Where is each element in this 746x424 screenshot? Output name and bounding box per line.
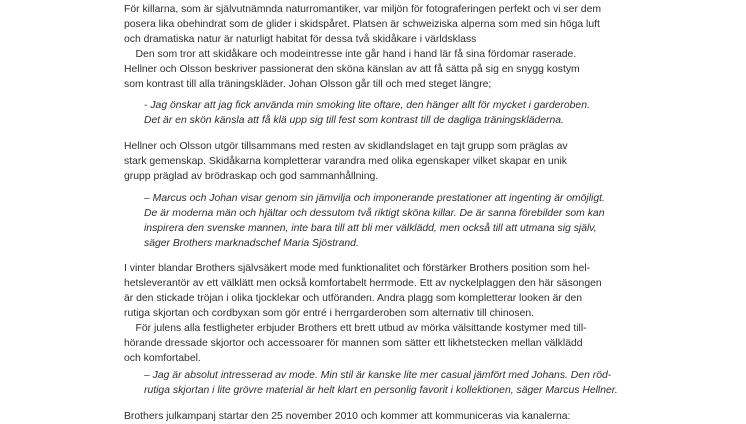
quote-line: inspirera den svenske mannen, inte bara till att bli mer välklädd, men också till att utmana sig själv, xyxy=(144,223,597,234)
text-line: posera lika obehindrat som de glider i skidspåret. Platsen är schweiziska alperna som med sin höga luft xyxy=(124,19,600,30)
text-line: och dramatiska natur är naturligt habitat för dessa två skidåkare i världsklass xyxy=(124,34,477,45)
text-line: grupp präglad av brödraskap och god sammanhållning. xyxy=(124,171,379,182)
text-line: Brothers julkampanj startar den 25 november 2010 och kommer att kommuniceras via kanalerna: xyxy=(124,411,571,422)
text-line: För julens alla festligheter erbjuder Brothers ett brett utbud av mörka välsittande kostymer med till- xyxy=(124,323,587,334)
quote-marcus-hellner xyxy=(144,368,644,398)
quote-line: - Jag önskar att jag fick använda min smoking lite oftare, den hänger allt för mycket i garderoben. xyxy=(144,100,590,111)
text-line: rutiga skjortan och cordbyxan som gör entré i herrgarderoben som alternativ till chinosen. xyxy=(124,308,535,319)
quote-line: – Jag är absolut intresserad av mode. Min stil är kanske lite mer casual jämfört med Johans. Den röd- xyxy=(144,370,612,381)
text-line: Den som tror att skidåkare och modeintresse inte går hand i hand lär få sina fördomar raserade. xyxy=(124,49,577,60)
quote-line: säger Brothers marknadschef Maria Sjöstrand. xyxy=(144,238,359,249)
quote-line: – Marcus och Johan visar genom sin jämvilja och imponerande prestationer att ingenting är omöjligt. xyxy=(144,193,605,204)
text-line: stark gemenskap. Skidåkarna kompletterar varandra med olika egenskaper vilket skapar en unik xyxy=(124,156,567,167)
text-line: som kontrast till alla träningskläder. Johan Olsson går till och med steget längre; xyxy=(124,79,492,90)
text-line: och komfortabel. xyxy=(124,353,201,364)
text-line: hetsleverantör av ett välklätt men också komfortabelt herrmode. Ett av nyckelplaggen den här säsongen xyxy=(124,278,602,289)
text-line: är den stickade tröjan i olika tjocklekar och utföranden. Andra plagg som kompletterar looken är den xyxy=(124,293,583,304)
quote-line: rutiga skjortan i lite grövre material är helt klart en personlig favorit i kollektionen, säger Marcus Hellner. xyxy=(144,385,618,396)
paragraph-campaign xyxy=(124,409,624,424)
text-line: Hellner och Olsson utgör tillsammans med resten av skidlandslaget en tajt grupp som präglas av xyxy=(124,141,568,152)
text-line: hörande dressade skjortor och accessoarer för mannen som sätter ett likhetstecken mellan välklädd xyxy=(124,338,583,349)
text-line: Hellner och Olsson beskriver passionerat den sköna känslan av att få sätta på sig en snygg kostym xyxy=(124,64,580,75)
quote-johan-olsson xyxy=(144,98,644,128)
quote-maria-sjostrand xyxy=(144,191,644,251)
text-line: För killarna, som är självutnämnda naturromantiker, var miljön för fotograferingen perfekt och vi ser dem xyxy=(124,4,602,15)
text-line: I vinter blandar Brothers självsäkert mode med funktionalitet och förstärker Brothers position som hel- xyxy=(124,263,591,274)
paragraph-intro xyxy=(124,2,624,92)
quote-line: De är moderna män och hjältar och dessutom två riktigt sköna killar. De är sanna förebilder som kan xyxy=(144,208,605,219)
paragraph-winter-collection xyxy=(124,261,624,366)
paragraph-team xyxy=(124,139,624,184)
quote-line: Det är en skön känsla att få klä upp sig till fest som kontrast till de dagliga träningskläderna. xyxy=(144,115,564,126)
